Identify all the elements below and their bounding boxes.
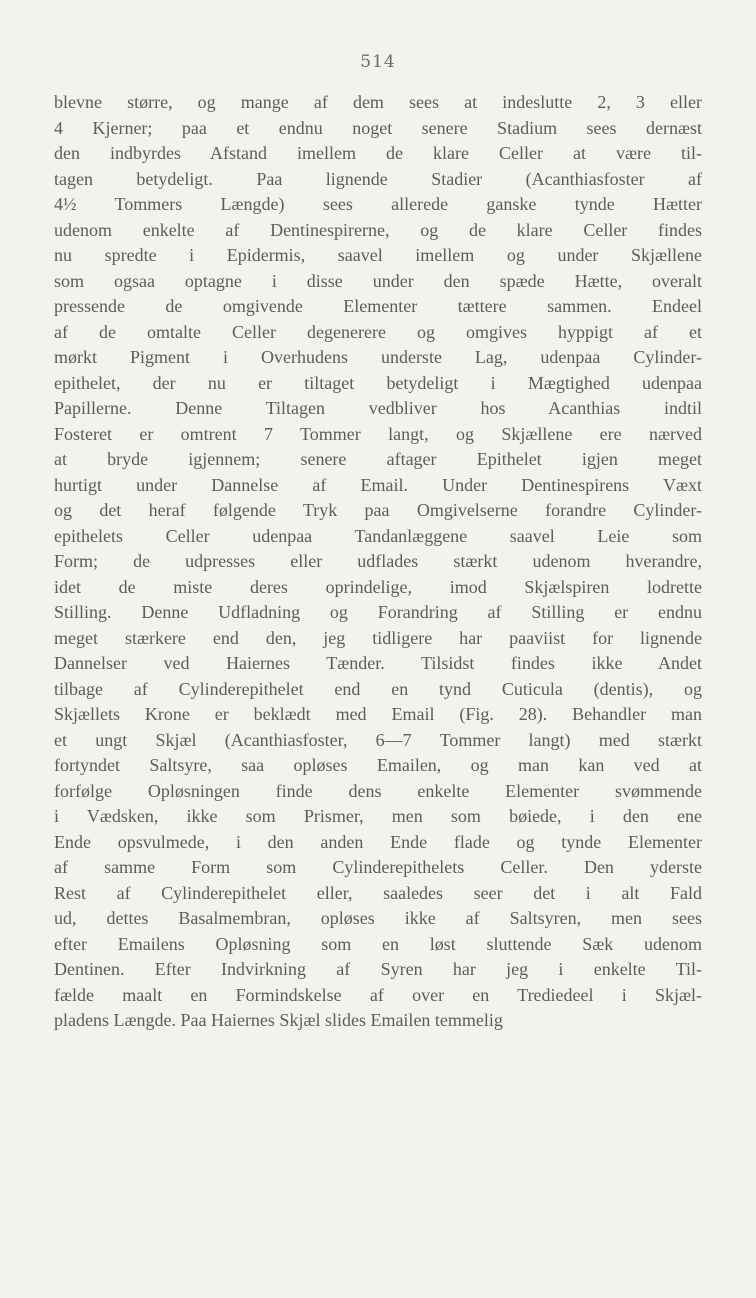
text-line: og det heraf følgende Tryk paa Omgivelserne forandre Cylinder- <box>54 500 702 520</box>
text-line: Fosteret er omtrent 7 Tommer langt, og Skjællene ere nærved <box>54 423 702 444</box>
body-text <box>54 90 702 1034</box>
text-line: udenom enkelte af Dentinespirerne, og de klare Celler findes <box>54 219 702 240</box>
text-line: tilbage af Cylinderepithelet end en tynd Cuticula (dentis), og <box>54 678 702 699</box>
page-number: 514 <box>360 52 396 72</box>
text-line: fælde maalt en Formindskelse af over en Trediedeel i Skjæl- <box>54 984 702 1005</box>
text-line: Skjællets Krone er beklædt med Email (Fig. 28). Behandler man <box>54 704 702 724</box>
text-line: meget stærkere end den, jeg tidligere har paaviist for lignende <box>54 627 702 648</box>
text-line: forfølge Opløsningen finde dens enkelte Elementer svømmende <box>54 780 702 801</box>
text-line: ud, dettes Basalmembran, opløses ikke af Saltsyren, men sees <box>54 908 702 928</box>
text-line: af de omtalte Celler degenerere og omgives hyppigt af et <box>54 321 702 342</box>
text-line: pressende de omgivende Elementer tættere sammen. Endeel <box>54 296 702 316</box>
text-line: den indbyrdes Afstand imellem de klare Celler at være til- <box>54 143 702 163</box>
text-line: blevne større, og mange af dem sees at indeslutte 2, 3 eller <box>54 92 702 112</box>
text-line: Papillerne. Denne Tiltagen vedbliver hos Acanthias indtil <box>54 398 702 418</box>
text-line: mørkt Pigment i Overhudens underste Lag, udenpaa Cylinder- <box>54 347 702 367</box>
text-line: tagen betydeligt. Paa lignende Stadier (Acanthiasfoster af <box>54 168 702 189</box>
text-line: efter Emailens Opløsning som en løst sluttende Sæk udenom <box>54 933 702 954</box>
text-line: epithelet, der nu er tiltaget betydeligt i Mægtighed udenpaa <box>54 372 702 393</box>
text-line: et ungt Skjæl (Acanthiasfoster, 6—7 Tommer langt) med stærkt <box>54 729 702 750</box>
text-line: som ogsaa optagne i disse under den spæde Hætte, overalt <box>54 270 702 291</box>
text-line: at bryde igjennem; senere aftager Epithelet igjen meget <box>54 449 702 469</box>
text-line: Form; de udpresses eller udflades stærkt udenom hverandre, <box>54 551 702 571</box>
text-line: af samme Form som Cylinderepithelets Celler. Den yderste <box>54 857 702 877</box>
text-line: Dentinen. Efter Indvirkning af Syren har jeg i enkelte Til- <box>54 959 702 979</box>
text-line: pladens Længde. Paa Haiernes Skjæl slides Emailen temmelig <box>54 1010 503 1030</box>
text-line: epithelets Celler udenpaa Tandanlæggene saavel Leie som <box>54 525 702 546</box>
text-line: 4½ Tommers Længde) sees allerede ganske tynde Hætter <box>54 194 702 214</box>
text-line: Stilling. Denne Udfladning og Forandring af Stilling er endnu <box>54 602 702 622</box>
text-line: idet de miste deres oprindelige, imod Skjælspiren lodrette <box>54 576 702 597</box>
text-line: Dannelser ved Haiernes Tænder. Tilsidst findes ikke Andet <box>54 653 702 673</box>
text-line: nu spredte i Epidermis, saavel imellem og under Skjællene <box>54 245 702 265</box>
text-line: fortyndet Saltsyre, saa opløses Emailen, og man kan ved at <box>54 755 702 775</box>
text-line: 4 Kjerner; paa et endnu noget senere Stadium sees dernæst <box>54 117 702 138</box>
text-line: Ende opsvulmede, i den anden Ende flade og tynde Elementer <box>54 831 702 852</box>
text-line: i Vædsken, ikke som Prismer, men som bøiede, i den ene <box>54 806 702 826</box>
text-line: hurtigt under Dannelse af Email. Under Dentinespirens Væxt <box>54 474 702 495</box>
text-line: Rest af Cylinderepithelet eller, saaledes seer det i alt Fald <box>54 882 702 903</box>
